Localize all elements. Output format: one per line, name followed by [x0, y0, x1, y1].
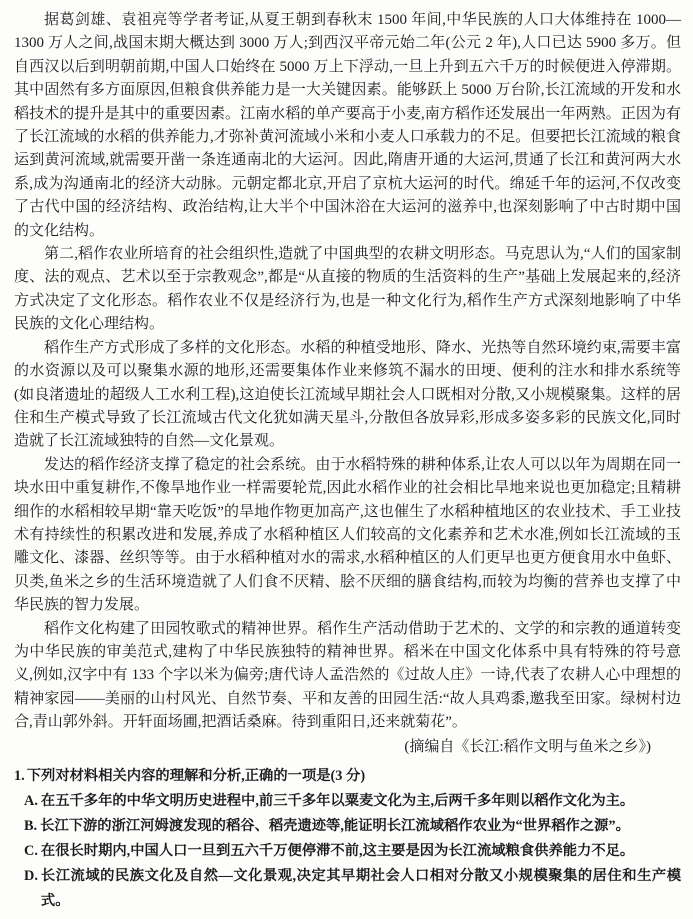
question-number: 1. — [14, 767, 25, 784]
passage-paragraph-3: 稻作生产方式形成了多样的文化形态。水稻的种植受地形、降水、光热等自然环境约束,需要丰富的水资源以及可以聚集水源的地形,还需要集体作业来修筑不漏水的田埂、便利的注水和排水系统等(如良渚遗址的超级人工水利工程),这迫使长江流域早期社会人口既相对分散,又小规模聚集。这样的居住和生产模式导致了长江流域古代文化犹如满天星斗,分散但各放异彩,形成多姿多彩的民族文化,同时造就了长江流域独特的自然—文化景观。 — [14, 339, 681, 450]
reading-passage — [14, 9, 681, 735]
option-d — [14, 864, 681, 914]
source-attribution: (摘编自《长江:稻作文明与鱼米之乡》) — [404, 738, 651, 755]
option-c — [14, 839, 681, 864]
passage-paragraph-4: 发达的稻作经济支撑了稳定的社会系统。由于水稻特殊的耕种体系,让农人可以以年为周期在同一块水田中重复耕作,不像旱地作业一样需要轮荒,因此水稻作业的社会相比旱地来说也更加稳定;且精耕细作的水稻相较早期“靠天吃饭”的旱地作物更加高产,这也催生了水稻种植地区的农业技术、手工业技术有持续性的积累改进和发展,养成了水稻种植区人们较高的文化素养和艺术水准,例如长江流域的玉雕文化、漆器、丝织等等。由于水稻种植对水的需求,水稻种植区的人们更早也更方便食用水中鱼虾、贝类,鱼米之乡的生活环境造就了人们食不厌精、脍不厌细的膳食结构,而较为均衡的营养也支撑了中华民族的智力发展。 — [14, 456, 681, 614]
option-a-text: 在五千多年的中华文明历史进程中,前三千多年以粟麦文化为主,后两千多年则以稻作文化为主。 — [40, 792, 635, 809]
option-b-label: B. — [24, 817, 38, 834]
question-stem — [14, 763, 681, 789]
option-b — [14, 814, 681, 839]
question-1 — [14, 763, 681, 915]
option-a-label: A. — [24, 792, 38, 809]
option-b-text: 长江下游的浙江河姆渡发现的稻谷、稻壳遗迹等,能证明长江流域稻作农业为“世界稻作之源”。 — [40, 817, 630, 834]
passage-paragraph-1: 据葛剑雄、袁祖亮等学者考证,从夏王朝到春秋末 1500 年间,中华民族的人口大体维持在 1000—1300 万人之间,战国末期大概达到 3000 万人;到西汉平帝元始二年(公元 2 年),人口已达 5900 多万。但自西汉以后到明朝前期,中国人口始终在 5000 万上下浮动,一旦上升到五六千万的时候便进入停滞期。其中固然有多方面原因,但粮食供养能力是一大关键因素。能够跃上 5000 万台阶,长江流域的开发和水稻技术的提升是其中的重要因素。江南水稻的单产要高于小麦,南方稻作还发展出一年两熟。正因为有了长江流域的水稻的供养能力,才弥补黄河流域小米和小麦人口承载力的不足。但要把长江流域的粮食运到黄河流域,就需要开凿一条连通南北的大运河。因此,隋唐开通的大运河,贯通了长江和黄河两大水系,成为沟通南北的经济大动脉。元朝定都北京,开启了京杭大运河的时代。绵延千年的运河,不仅改变了古代中国的经济结构、政治结构,让大半个中国沐浴在大运河的滋养中,也深刻影响了中古时期中国的文化结构。 — [14, 12, 681, 239]
option-d-text: 长江流域的民族文化及自然—文化景观,决定其早期社会人口相对分散又小规模聚集的居住和生产模式。 — [40, 868, 681, 910]
passage-paragraph-2: 第二,稻作农业所培育的社会组织性,造就了中国典型的农耕文明形态。马克思认为,“人们的国家制度、法的观点、艺术以至于宗教观念”,都是“从直接的物质的生活资料的生产”基础上发展起来的,经济方式决定了文化形态。稻作农业不仅是经济行为,也是一种文化行为,稻作生产方式深刻地影响了中华民族的文化心理结构。 — [14, 246, 681, 333]
option-d-label: D. — [24, 868, 38, 885]
option-c-text: 在很长时期内,中国人口一旦到五六千万便停滞不前,这主要是因为长江流域粮食供养能力不足。 — [40, 843, 635, 859]
passage-paragraph-5: 稻作文化构建了田园牧歌式的精神世界。稻作生产活动借助于艺术的、文学的和宗教的通道转变为中华民族的审美范式,建构了中华民族独特的精神世界。稻米在中国文化体系中具有特殊的符号意义,例如,汉字中有 133 个字以米为偏旁;唐代诗人孟浩然的《过故人庄》一诗,代表了农耕人心中理想的精神家园——美丽的山村风光、自然节奏、平和友善的田园生活:“故人具鸡黍,邀我至田家。绿树村边合,青山郭外斜。开轩面场圃,把酒话桑麻。待到重阳日,还来就菊花”。 — [14, 620, 681, 731]
question-stem-text: 下列对材料相关内容的理解和分析,正确的一项是(3 分) — [26, 767, 366, 784]
option-a — [14, 789, 681, 814]
option-c-label: C. — [24, 843, 38, 859]
